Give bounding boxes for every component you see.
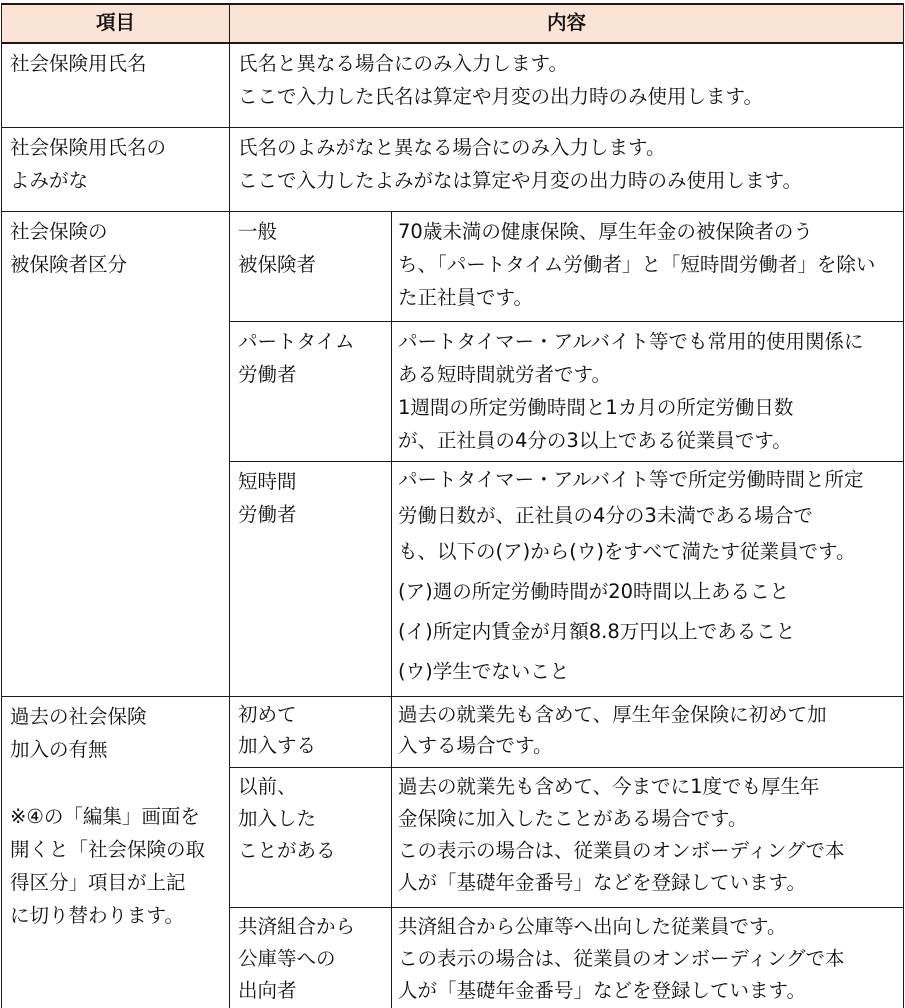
row-name-line-1: 氏名と異なる場合にのみ入力します。 [238,52,568,75]
history-first-desc [391,696,904,768]
category-parttime-label-line-1: パートタイム [238,330,355,353]
category-parttime-desc [391,321,904,462]
category-parttime-line-2: ある短時間就労者です。 [398,363,611,386]
row-kana-line-2: ここで入力したよみがなは算定や月変の出力時のみ使用します。 [238,169,802,192]
history-before-line-2: 金保険に加入したことがある場合です。 [398,807,748,830]
history-mutual-line-2: この表示の場合は、従業員のオンボーディングで本 [398,947,845,970]
row-name-label-text: 社会保険用氏名 [10,52,147,75]
category-general-line-2: ち、「パートタイム労働者」と「短時間労働者」を除い [398,253,876,276]
row-kana-content [229,127,904,212]
history-before-line-4: 人が「基礎年金番号」などを登録しています。 [398,871,806,894]
header-content: 内容 [229,3,904,44]
history-first-label-line-2: 加入する [238,734,317,757]
category-parttime-label [229,321,392,462]
row-kana-label-line-1: 社会保険用氏名の [10,136,167,159]
row-category-label-line-1: 社会保険の [10,220,108,243]
category-parttime-line-1: パートタイマー・アルバイト等でも常用的使用関係に [398,330,864,353]
row-name-line-2: ここで入力した氏名は算定や月変の出力時のみ使用します。 [238,85,763,108]
category-general-label-line-2: 被保険者 [238,253,317,276]
category-general-line-1: 70歳未満の健康保険、厚生年金の被保険者のう [398,220,813,243]
row-name-label [1,43,230,128]
history-mutual-desc [391,907,904,1008]
row-category-label [1,211,230,697]
category-shorttime-label [229,461,392,697]
category-shorttime-line-6: (ウ)学生でないこと [398,660,570,683]
history-mutual-label-line-3: 出向者 [238,979,297,1002]
category-general-line-3: た正社員です。 [398,286,533,309]
row-history-note-line-2: 開くと「社会保険の取 [10,838,206,861]
category-shorttime-line-4: (ア)週の所定労働時間が20時間以上あること [398,580,790,603]
row-kana-label [1,127,230,212]
history-before-label-line-3: ことがある [238,839,336,862]
category-parttime-label-line-2: 労働者 [238,363,297,386]
category-general-desc [391,211,904,322]
row-category-label-line-2: 被保険者区分 [10,253,128,276]
row-history-label-line-1: 過去の社会保険 [10,705,147,728]
history-first-line-1: 過去の就業先も含めて、厚生年金保険に初めて加 [398,703,827,726]
row-name-content [229,43,904,128]
history-mutual-line-3: 人が「基礎年金番号」などを登録しています。 [398,979,806,1002]
category-shorttime-line-2: 労働日数が、正社員の4分の3未満である場合で [398,504,813,527]
history-before-line-3: この表示の場合は、従業員のオンボーディングで本 [398,839,845,862]
category-shorttime-line-3: も、以下の(ア)から(ウ)をすべて満たす従業員です。 [398,540,856,563]
category-general-label [229,211,392,322]
history-first-label-line-1: 初めて [238,703,297,726]
history-before-desc [391,767,904,908]
history-mutual-label-line-2: 公庫等への [238,947,336,970]
row-kana-label-line-2: よみがな [10,169,89,192]
category-shorttime-line-1: パートタイマー・アルバイト等で所定労働時間と所定 [398,468,864,491]
category-shorttime-label-line-2: 労働者 [238,503,297,526]
history-before-line-1: 過去の就業先も含めて、今までに1度でも厚生年 [398,775,820,798]
row-history-label [1,696,230,1008]
category-general-label-line-1: 一般 [238,220,278,243]
history-mutual-line-1: 共済組合から公庫等へ出向した従業員です。 [398,915,787,938]
category-shorttime-desc [391,461,904,697]
category-parttime-line-4: が、正社員の4分の3以上である従業員です。 [398,429,792,452]
history-before-label [229,767,392,908]
category-shorttime-label-line-1: 短時間 [238,470,297,493]
category-parttime-line-3: 1週間の所定労働時間と1カ月の所定労働日数 [398,396,794,419]
header-item: 項目 [1,3,230,44]
history-before-label-line-1: 以前、 [238,775,297,798]
row-history-spacer [10,766,229,800]
row-history-note-line-3: 得区分」項目が上記 [10,871,186,894]
history-mutual-label-line-1: 共済組合から [238,915,356,938]
history-first-label [229,696,392,768]
row-kana-line-1: 氏名のよみがなと異なる場合にのみ入力します。 [238,136,666,159]
history-before-label-line-2: 加入した [238,807,317,830]
category-shorttime-line-5: (イ)所定内賃金が月額8.8万円以上であること [398,620,796,643]
row-history-note-line-4: に切り替わります。 [10,904,184,927]
row-history-label-line-2: 加入の有無 [10,738,108,761]
history-mutual-label [229,907,392,1008]
history-first-line-2: 入する場合です。 [398,734,553,757]
row-history-note-line-1: ※④の「編集」画面を [10,805,200,828]
